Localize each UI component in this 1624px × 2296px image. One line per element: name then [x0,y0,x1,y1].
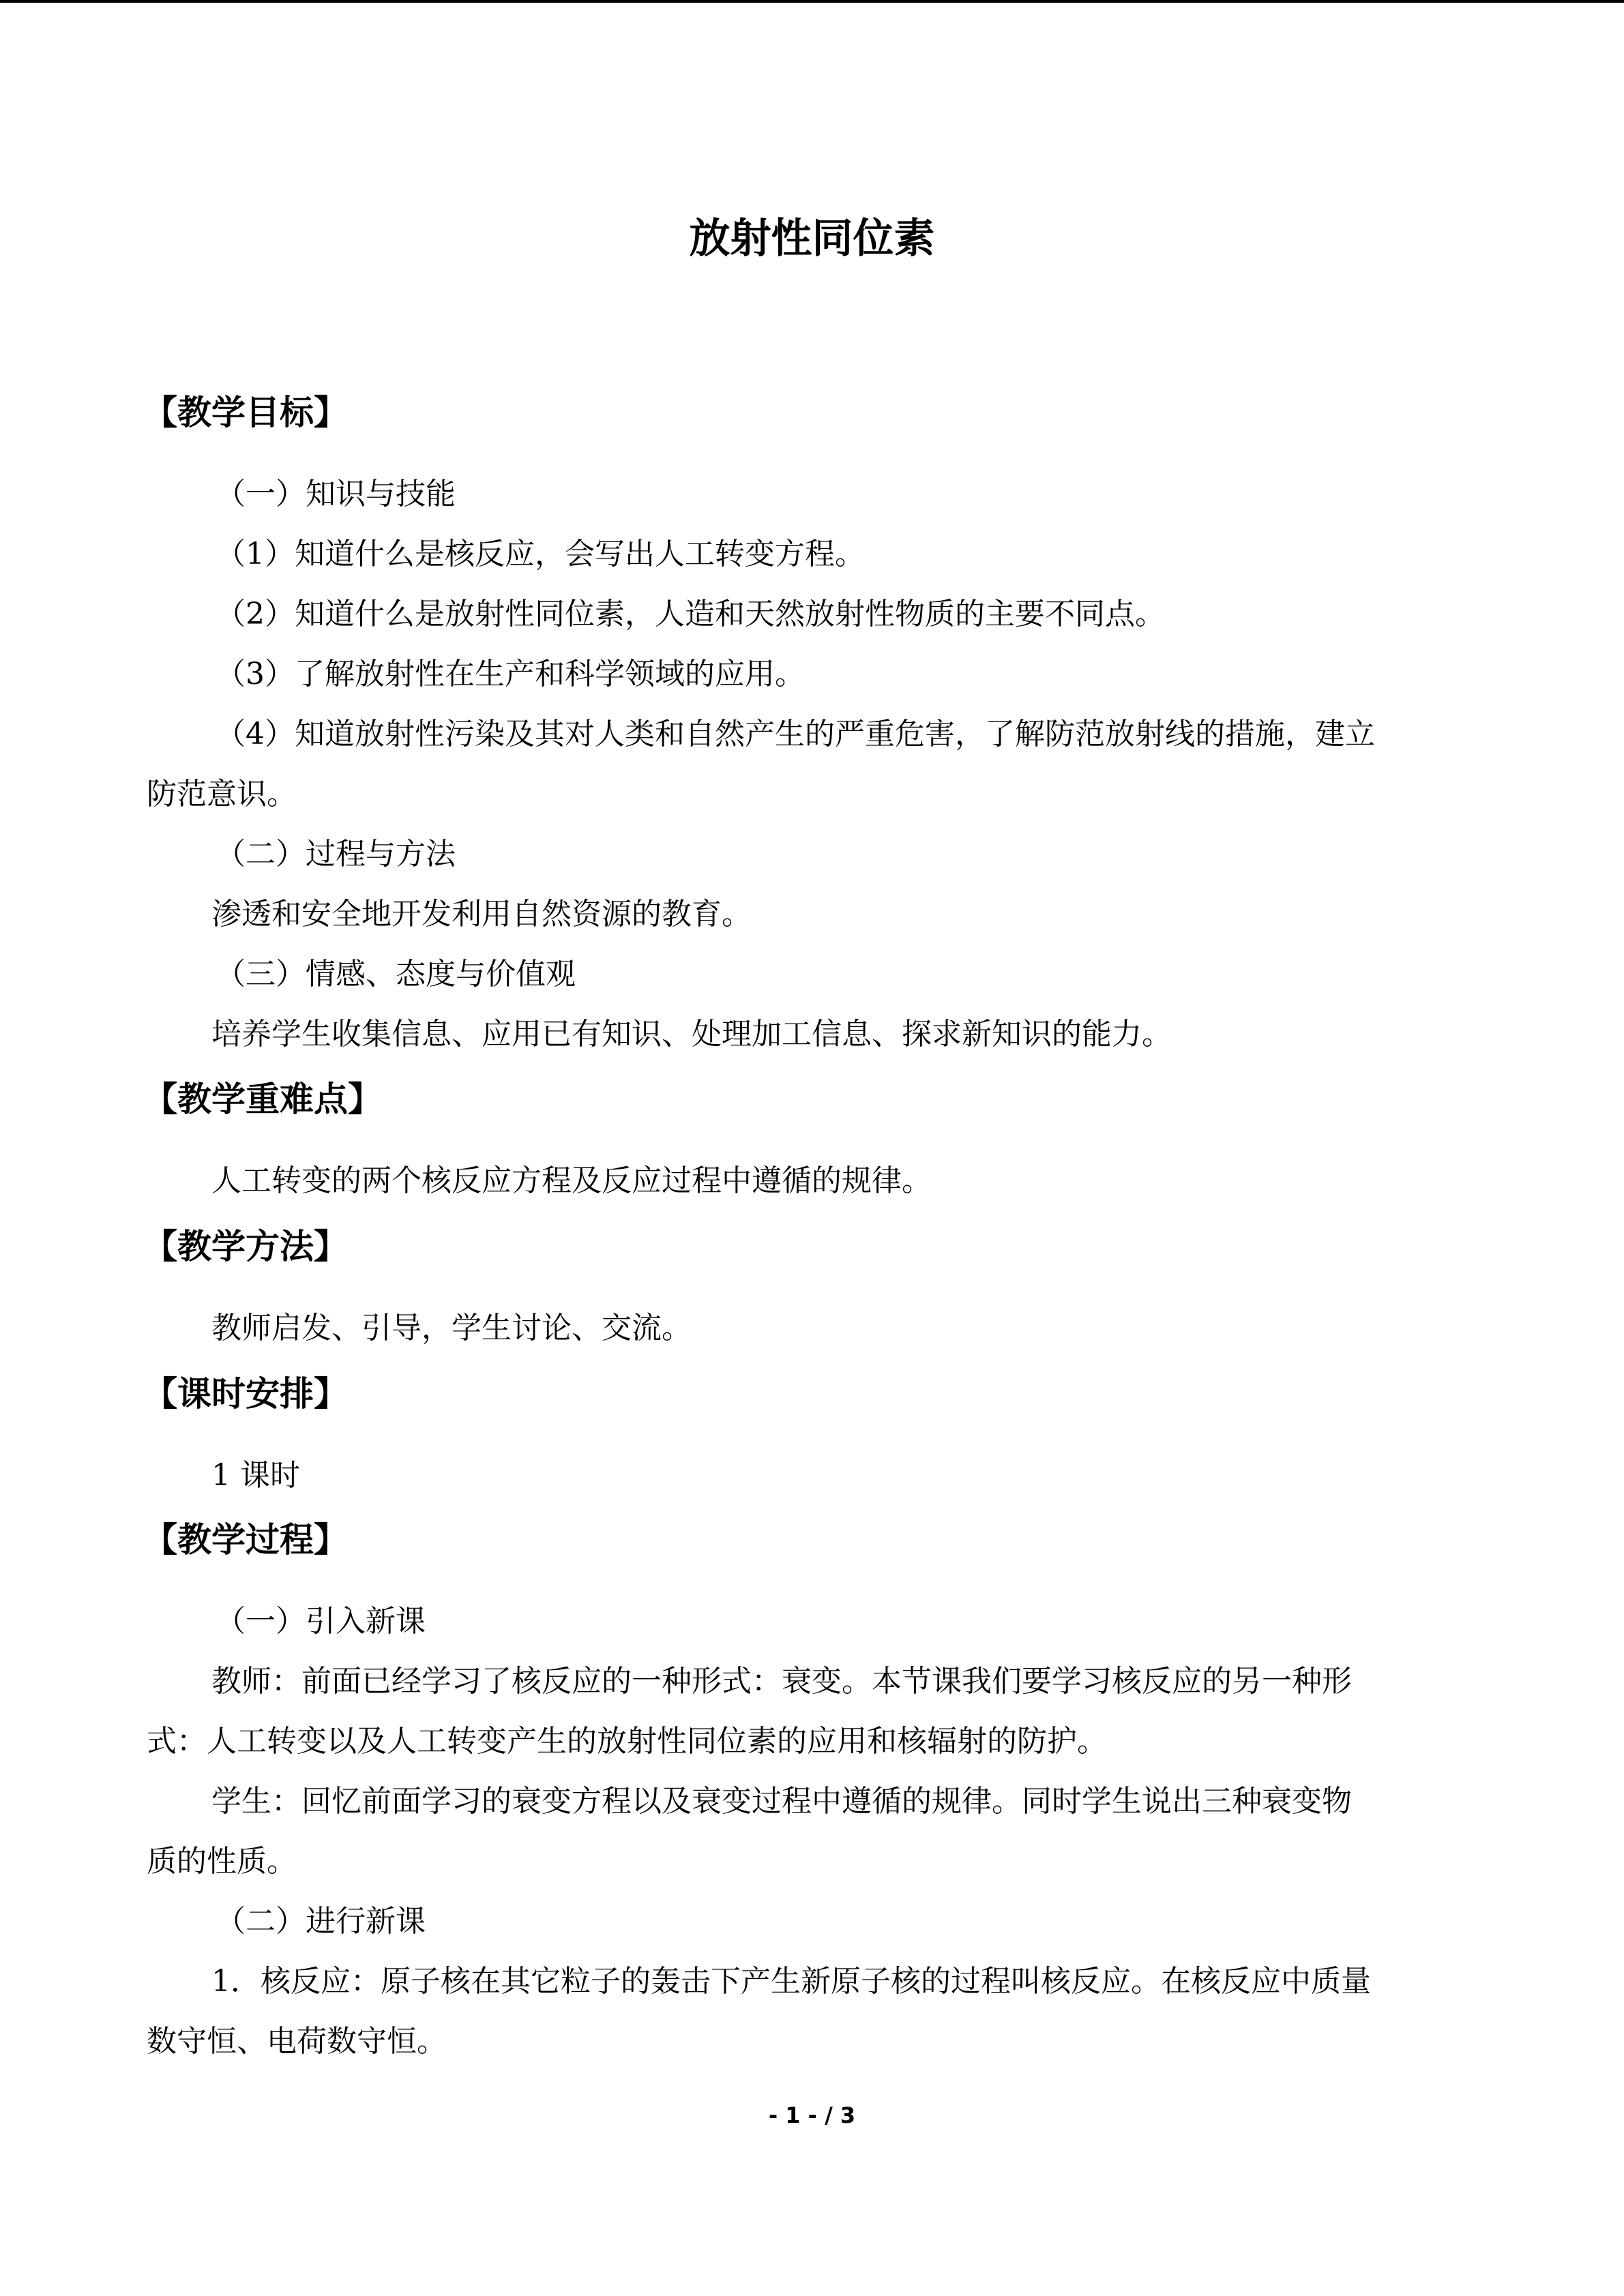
objectives-line: （3）了解放射性在生产和科学领域的应用。 [216,657,805,691]
objectives-line: （4）知道放射性污染及其对人类和自然产生的严重危害，了解防范放射线的措施，建立 [216,717,1375,751]
objectives-line: （三）情感、态度与价值观 [216,957,576,992]
process-line: 式：人工转变以及人工转变产生的放射性同位素的应用和核辐射的防护。 [147,1724,1107,1759]
document-title: 放射性同位素 [689,215,935,263]
heading-objectives: 【教学目标】 [143,393,348,432]
heading-key-points: 【教学重难点】 [143,1079,382,1119]
methods-line: 教师启发、引导，学生讨论、交流。 [211,1311,692,1345]
process-line: 1．核反应：原子核在其它粒子的轰击下产生新原子核的过程叫核反应。在核反应中质量 [211,1964,1371,1999]
heading-methods: 【教学方法】 [143,1227,348,1266]
process-line: 教师：前面已经学习了核反应的一种形式：衰变。本节课我们要学习核反应的另一种形 [211,1664,1352,1699]
objectives-line: 防范意识。 [147,777,297,811]
schedule-line: 1 课时 [211,1458,300,1493]
objectives-line: 渗透和安全地开发利用自然资源的教育。 [211,897,752,931]
process-line: 数守恒、电荷数守恒。 [147,2024,447,2059]
heading-process: 【教学过程】 [143,1520,348,1560]
objectives-line: （1）知道什么是核反应，会写出人工转变方程。 [216,537,865,571]
top-border-rule [0,0,1624,3]
page-number: - 1 - / 3 [768,2102,856,2128]
objectives-line: （2）知道什么是放射性同位素，人造和天然放射性物质的主要不同点。 [216,597,1165,631]
process-line: 学生：回忆前面学习的衰变方程以及衰变过程中遵循的规律。同时学生说出三种衰变物 [211,1784,1352,1819]
process-line: （二）进行新课 [216,1904,426,1939]
process-line: （一）引入新课 [216,1604,426,1639]
objectives-line: 培养学生收集信息、应用已有知识、处理加工信息、探求新知识的能力。 [211,1017,1172,1052]
heading-schedule: 【课时安排】 [143,1374,348,1414]
process-line: 质的性质。 [147,1844,297,1879]
objectives-line: （二）过程与方法 [216,837,456,871]
objectives-line: （一）知识与技能 [216,477,456,511]
key-points-line: 人工转变的两个核反应方程及反应过程中遵循的规律。 [211,1163,932,1198]
